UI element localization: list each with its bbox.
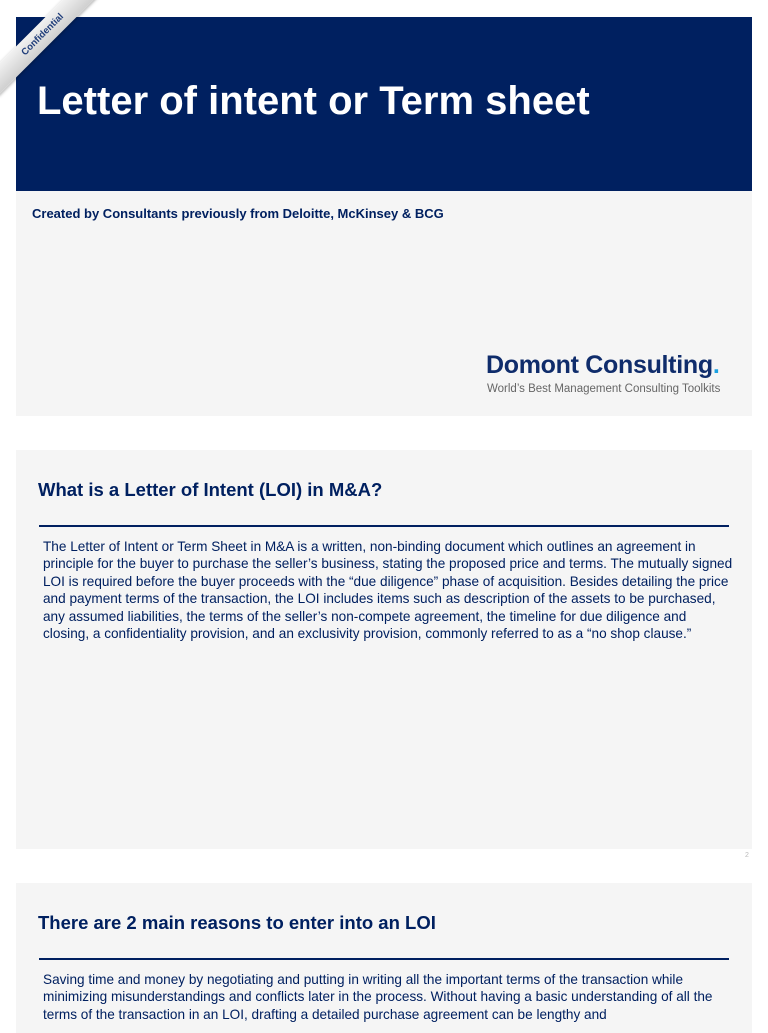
loi-definition-slide <box>16 450 752 849</box>
section-body: Saving time and money by negotiating and putting in writing all the important terms of the transaction while minimizing misunderstandings and conflicts later in the process. Without having a basic understanding of all the terms of the transaction in an LOI, drafting a detailed purchase agreement can be lengthy and <box>43 972 713 1022</box>
confidential-ribbon <box>0 0 110 110</box>
cover-slide <box>16 17 752 416</box>
slide-subtitle: Created by Consultants previously from Deloitte, McKinsey & BCG <box>32 206 444 221</box>
section-body: The Letter of Intent or Term Sheet in M&A is a written, non-binding document which outlines an agreement in principle for the buyer to purchase the seller’s business, stating the proposed price and terms. The mutually signed LOI is required before the buyer proceeds with the “due diligence” phase of acquisition. Besides detailing the price and payment terms of the transaction, the LOI includes items such as description of the assets to be purchased, any assumed liabilities, the terms of the seller’s non-compete agreement, the timeline for due diligence and closing, a confidentiality provision, and an exclusivity provision, commonly referred to as a “no shop clause.” <box>43 539 733 642</box>
brand-name-text: Domont Consulting <box>486 351 713 379</box>
confidential-label: Confidential <box>0 0 104 96</box>
page-number: 2 <box>745 852 749 859</box>
brand-name <box>486 351 746 380</box>
heading-divider <box>39 958 729 960</box>
brand-dot: . <box>712 351 720 379</box>
brand-logo <box>486 351 746 395</box>
brand-tagline: World’s Best Management Consulting Toolkits <box>487 383 721 395</box>
section-heading: What is a Letter of Intent (LOI) in M&A? <box>38 479 383 500</box>
slide-title: Letter of intent or Term sheet <box>37 79 590 123</box>
heading-divider <box>39 525 729 527</box>
title-banner <box>16 17 752 191</box>
section-heading: There are 2 main reasons to enter into an LOI <box>38 912 436 933</box>
loi-reasons-slide <box>16 883 752 1033</box>
